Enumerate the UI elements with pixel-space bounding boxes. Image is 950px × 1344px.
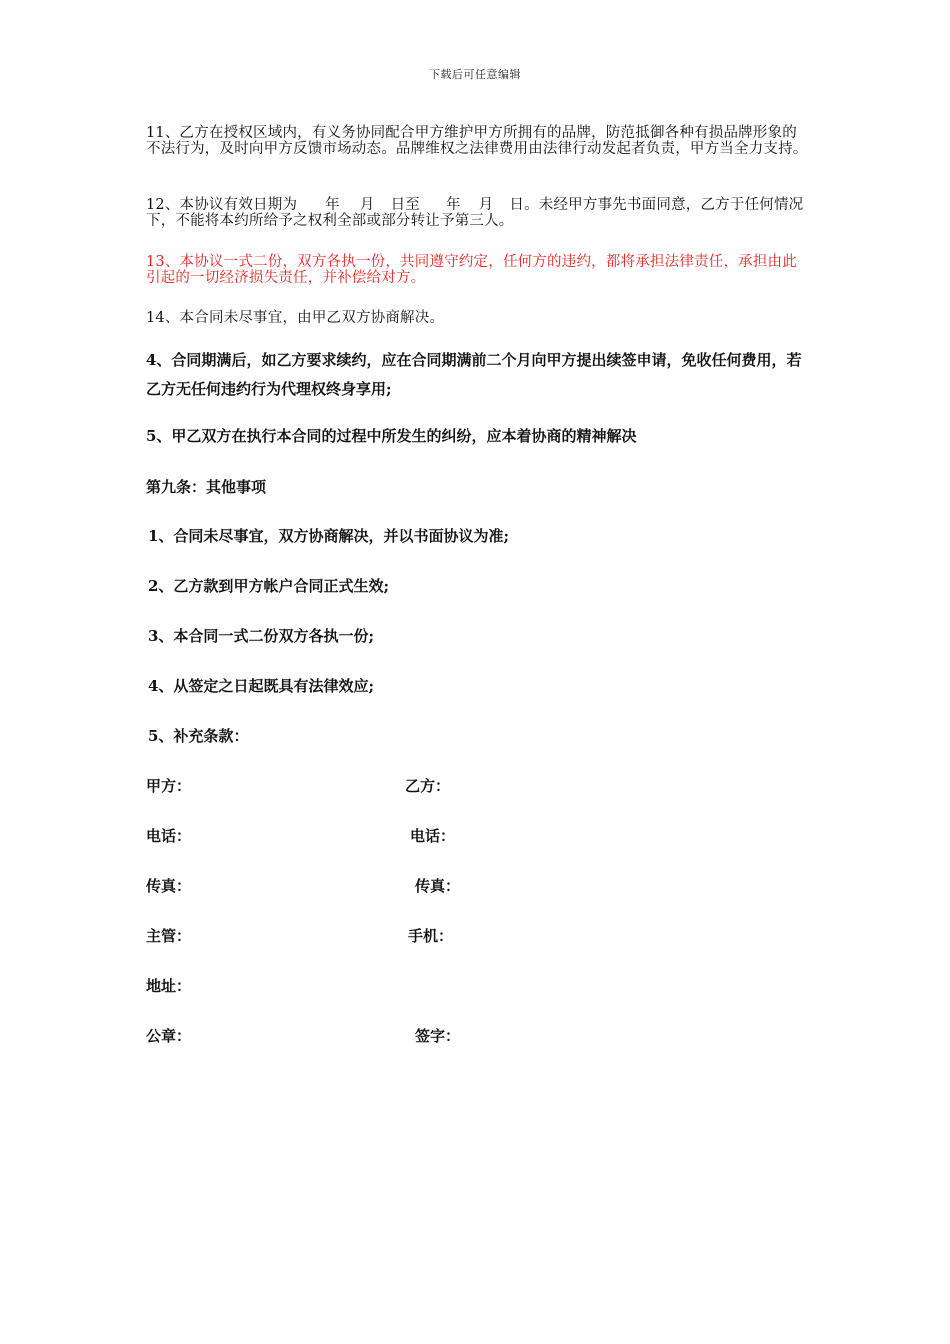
seal-label: 公章：	[146, 1027, 192, 1045]
fax-b-label: 传真：	[415, 877, 461, 895]
mobile-label: 手机：	[408, 927, 454, 945]
article-9-item-4: 4、从签定之日起既具有法律效应;	[148, 677, 374, 695]
clause-12	[146, 197, 810, 229]
fax-a-label: 传真：	[146, 877, 192, 895]
page-header: 下载后可任意编辑	[429, 68, 521, 81]
article-9-item-3: 3、本合同一式二份双方各执一份;	[148, 627, 374, 645]
dispute-clause: 5、甲乙双方在执行本合同的过程中所发生的纠纷，应本着协商的精神解决	[146, 427, 637, 445]
phone-b-label: 电话：	[410, 827, 456, 845]
article-9-item-1: 1、合同未尽事宜，双方协商解决，并以书面协议为准;	[148, 527, 509, 545]
article-9-item-2: 2、乙方款到甲方帐户合同正式生效;	[148, 577, 389, 595]
clause-12-year1: 年	[325, 197, 340, 213]
clause-12-rest: 日。未经甲方事先书面同意，乙方于任何情况下，不能将本约所给予之权利全部或部分转让予第三人。	[146, 197, 804, 229]
renewal-clause: 4、合同期满后，如乙方要求续约，应在合同期满前二个月向甲方提出续签申请，免收任何费用，若乙方无任何违约行为代理权终身享用;	[146, 351, 802, 398]
supervisor-label: 主管：	[146, 927, 192, 945]
clause-12-year2: 年	[445, 197, 461, 213]
clause-12-day-to: 日至	[390, 197, 420, 213]
clause-12-month2: 月	[478, 197, 494, 213]
clause-13: 13、本协议一式二份，双方各执一份，共同遵守约定，任何方的违约，都将承担法律责任，承担由此引起的一切经济损失责任，并补偿给对方。	[146, 254, 797, 286]
sign-label: 签字：	[415, 1027, 461, 1045]
clause-14: 14、本合同未尽事宜，由甲乙双方协商解决。	[146, 310, 445, 326]
clause-12-month1: 月	[359, 197, 375, 213]
clause-12-lead: 12、本协议有效日期为	[146, 197, 298, 213]
clause-11: 11、乙方在授权区域内，有义务协同配合甲方维护甲方所拥有的品牌，防范抵御各种有损品牌形象的不法行为，及时向甲方反馈市场动态。品牌维权之法律费用由法律行动发起者负责，甲方当全力支持。	[146, 125, 808, 157]
article-9-item-5: 5、补充条款：	[148, 727, 249, 745]
address-label: 地址：	[146, 977, 192, 995]
article-9-title: 第九条：其他事项	[146, 478, 267, 496]
party-a-label: 甲方：	[146, 777, 192, 795]
phone-a-label: 电话：	[146, 827, 192, 845]
party-b-label: 乙方：	[405, 777, 451, 795]
